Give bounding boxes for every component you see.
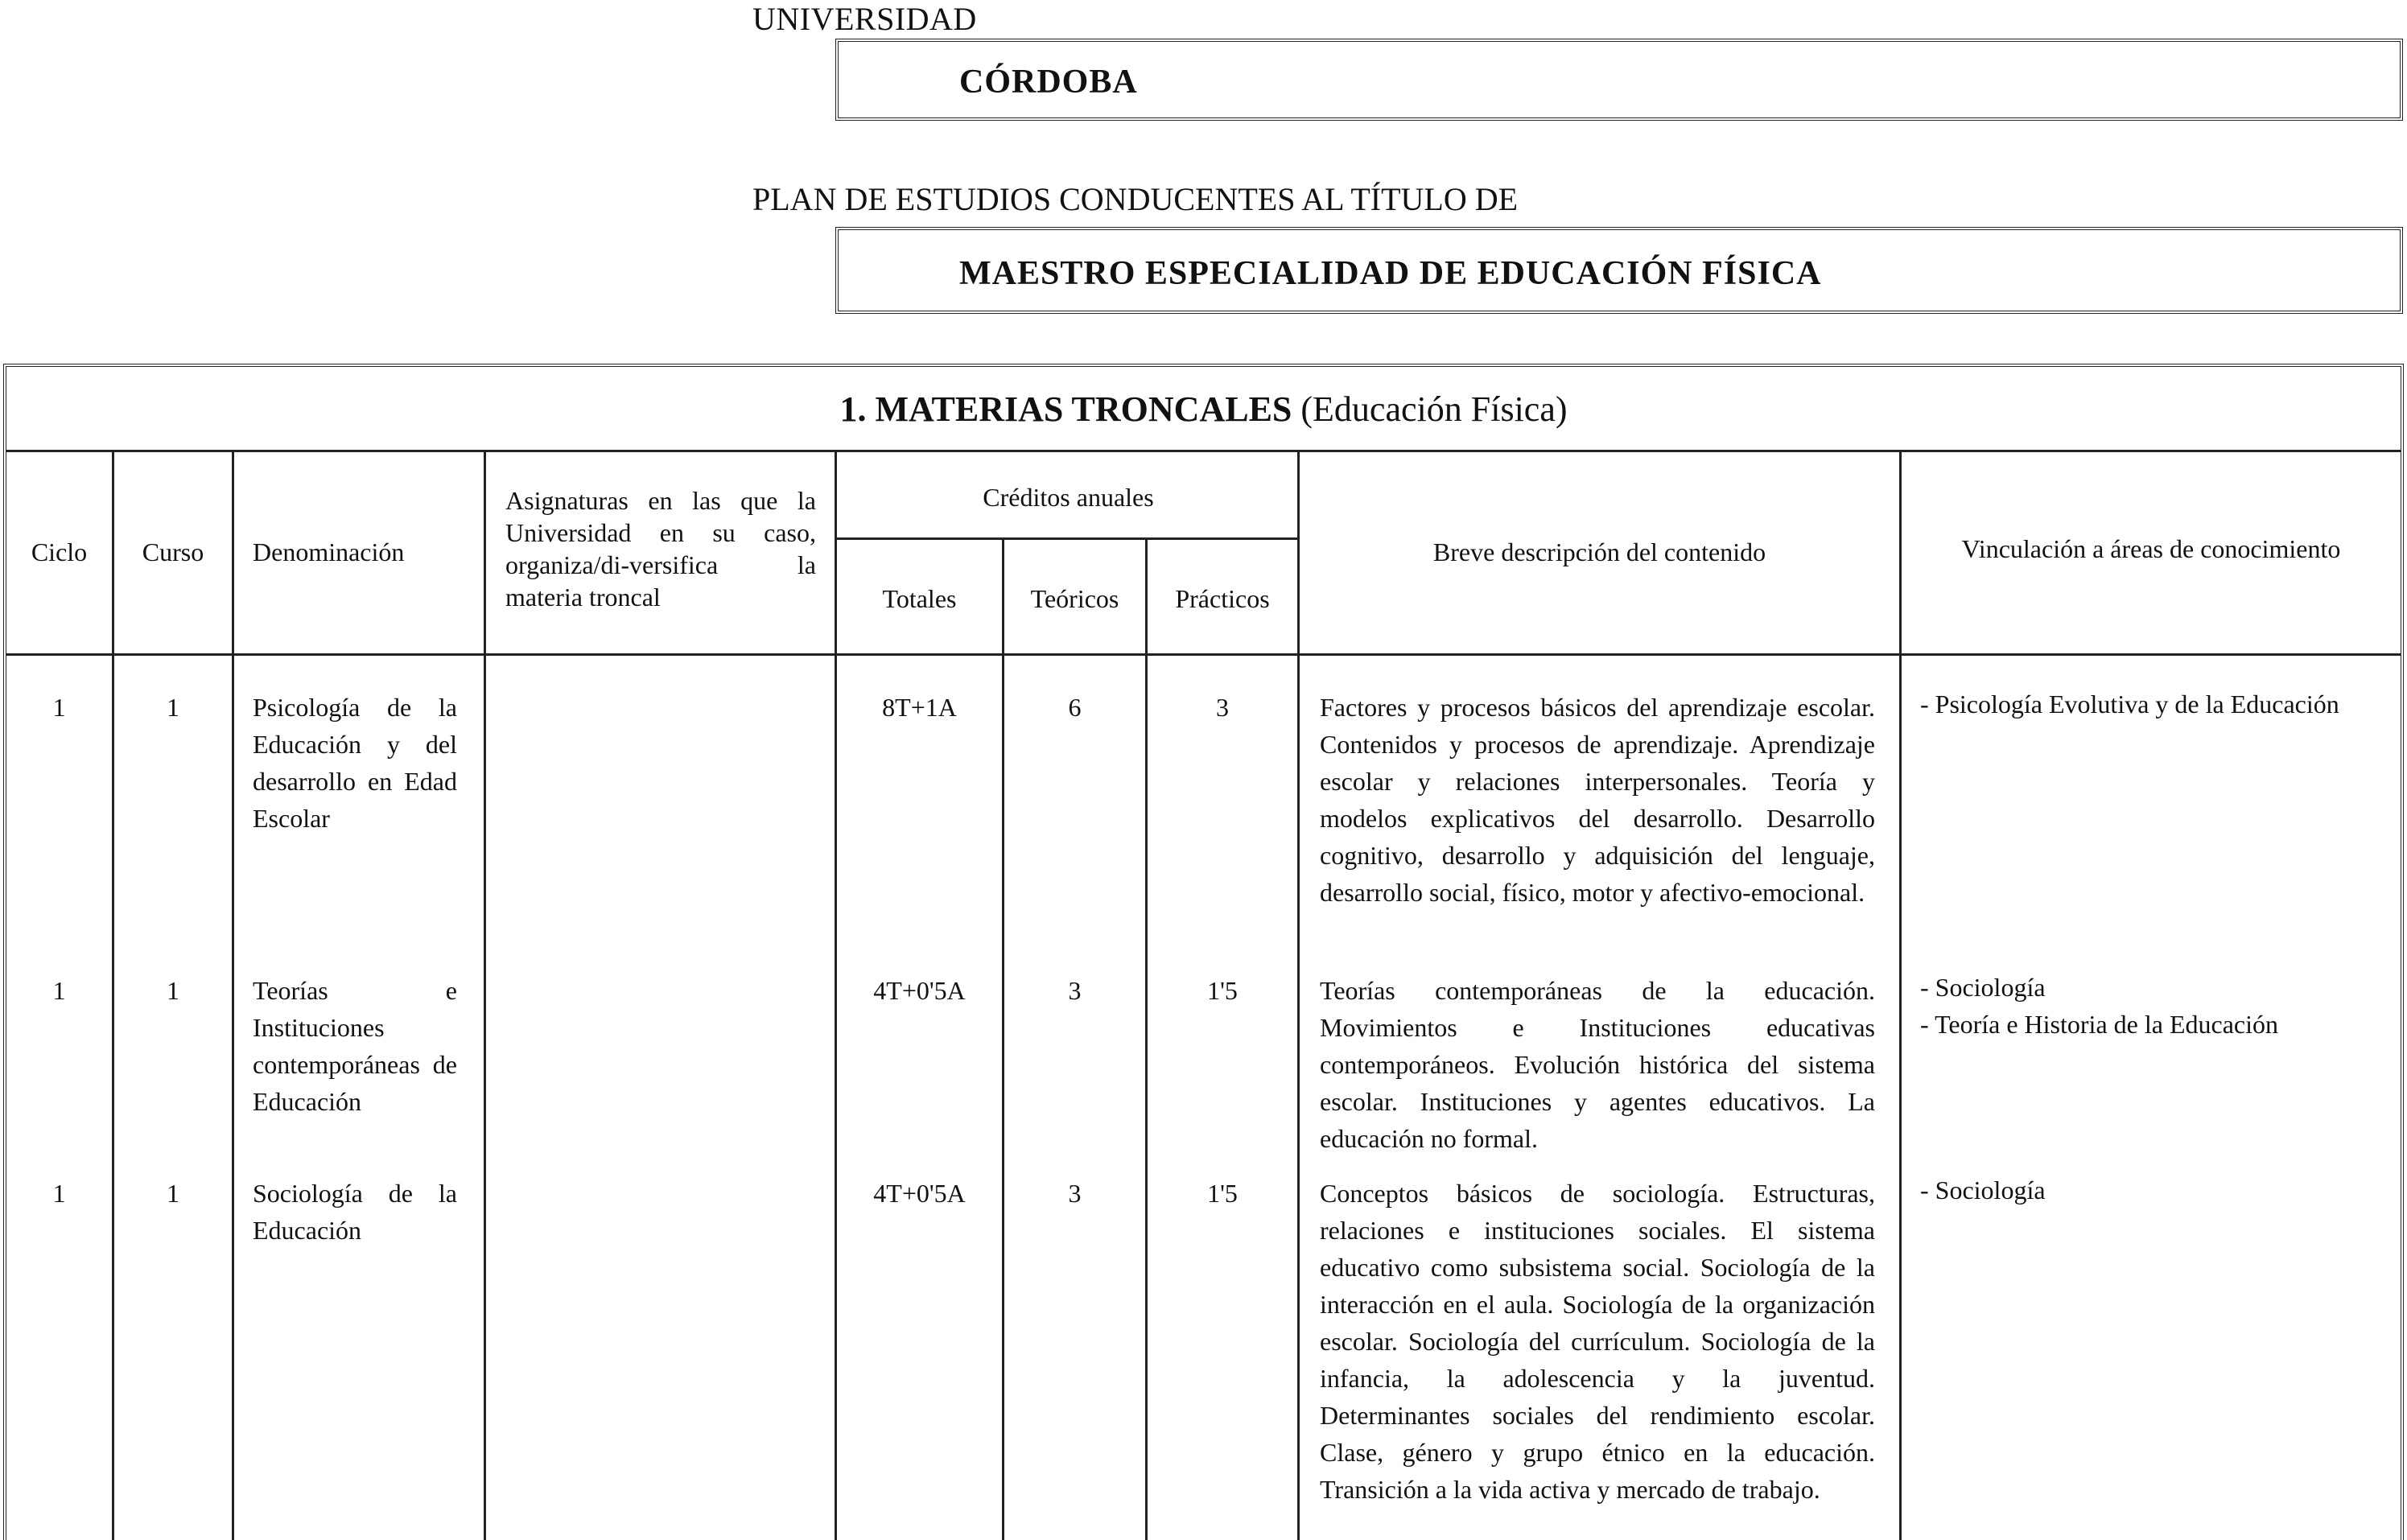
row1-descripcion: Factores y procesos básicos del aprendizaje escolar. Contenidos y procesos de aprendizaje. Aprendizaje escolar y relaciones interpersonales. Teoría y modelos explicativos del desarrollo. Desarrollo cognitivo, desarrollo y adquisición del lenguaje, desarrollo social, físico, motor y afectivo-emocional.	[1320, 693, 1875, 907]
row1-practicos: 3	[1216, 693, 1229, 722]
col-divider	[484, 452, 486, 1540]
row1-totales: 8T+1A	[882, 693, 957, 722]
header-bottom-line	[6, 653, 2401, 656]
row2-totales: 4T+0'5A	[873, 976, 966, 1005]
row3-denominacion: Sociología de la Educación	[253, 1179, 457, 1245]
header-practicos: Prácticos	[1175, 584, 1270, 613]
row3-practicos: 1'5	[1207, 1179, 1238, 1208]
row3-ciclo: 1	[52, 1179, 66, 1208]
header-ciclo: Ciclo	[31, 537, 88, 566]
row2-ciclo: 1	[52, 976, 66, 1005]
col-divider	[1899, 452, 1902, 1540]
creditos-divider	[835, 537, 1300, 540]
section-title	[6, 367, 2401, 452]
row2-vinculacion: - Sociología - Teoría e Historia de la Educación	[1920, 973, 2278, 1039]
col-divider	[1002, 537, 1004, 1540]
degree-title-box	[835, 227, 2403, 314]
row2-practicos: 1'5	[1207, 976, 1238, 1005]
row1-vinculacion: - Psicología Evolutiva y de la Educación	[1920, 690, 2339, 719]
header-vinculacion: Vinculación a áreas de conocimiento	[1961, 534, 2341, 563]
row2-descripcion: Teorías contemporáneas de la educación. Movimientos e Instituciones educativas contemporáneos. Evolución histórica del sistema escolar. Instituciones y agentes educativos. La educación no formal.	[1320, 976, 1875, 1153]
header-teoricos: Teóricos	[1030, 584, 1119, 613]
row2-teoricos: 3	[1068, 976, 1082, 1005]
row3-totales: 4T+0'5A	[873, 1179, 966, 1208]
row1-denominacion: Psicología de la Educación y del desarrollo en Edad Escolar	[253, 693, 457, 833]
row3-teoricos: 3	[1068, 1179, 1082, 1208]
row3-curso: 1	[167, 1179, 179, 1208]
row3-descripcion: Conceptos básicos de sociología. Estructuras, relaciones e instituciones sociales. El sistema educativo como subsistema social. Sociología de la interacción en el aula. Sociología de la organización escolar. Sociología del currículum. Sociología de la infancia, la adolescencia y la juventud. Determinantes sociales del rendimiento escolar. Clase, género y grupo étnico en la educación. Transición a la vida activa y mercado de trabajo.	[1320, 1179, 1875, 1504]
header-curso: Curso	[142, 537, 204, 566]
row1-teoricos: 6	[1068, 693, 1082, 722]
header-creditos: Créditos anuales	[983, 483, 1154, 512]
university-name: CÓRDOBA	[959, 64, 1138, 101]
header-descripcion: Breve descripción del contenido	[1432, 537, 1766, 566]
row1-curso: 1	[167, 693, 179, 722]
degree-title: MAESTRO ESPECIALIDAD DE EDUCACIÓN FÍSICA	[959, 255, 1822, 292]
section-title-main: 1. MATERIAS TRONCALES	[839, 389, 1292, 429]
row3-vinculacion: - Sociología	[1920, 1176, 2046, 1204]
section-title-sub: (Educación Física)	[1292, 389, 1568, 429]
header-denominacion: Denominación	[253, 537, 405, 566]
row1-ciclo: 1	[52, 693, 66, 722]
materias-table	[3, 364, 2404, 1540]
header-totales: Totales	[882, 584, 957, 613]
col-divider	[232, 452, 234, 1540]
col-divider	[1145, 537, 1148, 1540]
university-name-box	[835, 39, 2403, 121]
col-divider	[1297, 452, 1300, 1540]
plan-label: PLAN DE ESTUDIOS CONDUCENTES AL TÍTULO DE	[752, 181, 1519, 217]
header-asignaturas: Asignaturas en las que la Universidad en su caso, organiza/di-versifica la materia troncal	[505, 486, 816, 611]
row2-denominacion: Teorías e Instituciones contemporáneas de Educación	[253, 976, 457, 1116]
university-label: UNIVERSIDAD	[752, 1, 977, 37]
row2-curso: 1	[167, 976, 179, 1005]
